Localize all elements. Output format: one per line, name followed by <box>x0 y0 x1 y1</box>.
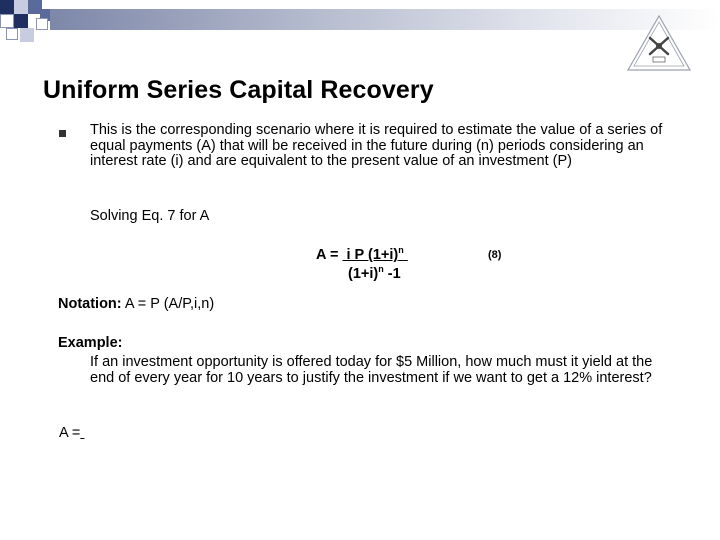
bullet-icon <box>59 130 66 137</box>
notation-formula: A = P (A/P,i,n) <box>121 296 215 312</box>
corner-square-dark <box>0 0 14 14</box>
university-seal-icon <box>624 14 694 76</box>
example-label: Example: <box>58 335 123 351</box>
denominator-exponent: n <box>378 264 384 274</box>
answer-prefix: A = <box>59 425 81 441</box>
corner-square-light <box>14 0 28 14</box>
notation-line <box>58 296 214 312</box>
answer-line <box>59 425 84 441</box>
equation-denominator: $(1+i)^n$ -1 <box>348 264 401 282</box>
corner-square-dark <box>14 14 28 28</box>
corner-square-light <box>20 28 34 42</box>
header-gradient-bar <box>50 9 720 30</box>
equation-numerator-line <box>316 245 408 263</box>
corner-square-outline <box>36 18 48 30</box>
notation-label: Notation: <box>58 296 122 312</box>
example-text: If an investment opportunity is offered today for $5 Million, how much must it yield at the end of every year for 10 years to justify the investment if we want to get a 12% interest? <box>90 354 653 386</box>
corner-square-outline <box>6 28 18 40</box>
numerator-exponent: n <box>398 245 404 255</box>
equation-lhs: A = <box>316 247 343 263</box>
slide-title: Uniform Series Capital Recovery <box>43 76 434 104</box>
answer-blank <box>80 425 84 441</box>
bullet-text: This is the corresponding scenario where it is required to estimate the value of a series of equal payments (A) that will be received in the future during (n) periods considering an interest rate (i) and are equivalent to the present value of an investment (P) <box>90 122 663 169</box>
equation-number: (8) <box>488 249 502 261</box>
equation-numerator: i P $(1+i)^n$ <box>342 245 404 263</box>
solving-text: Solving Eq. 7 for A <box>90 208 210 224</box>
corner-square-outline <box>0 14 14 28</box>
